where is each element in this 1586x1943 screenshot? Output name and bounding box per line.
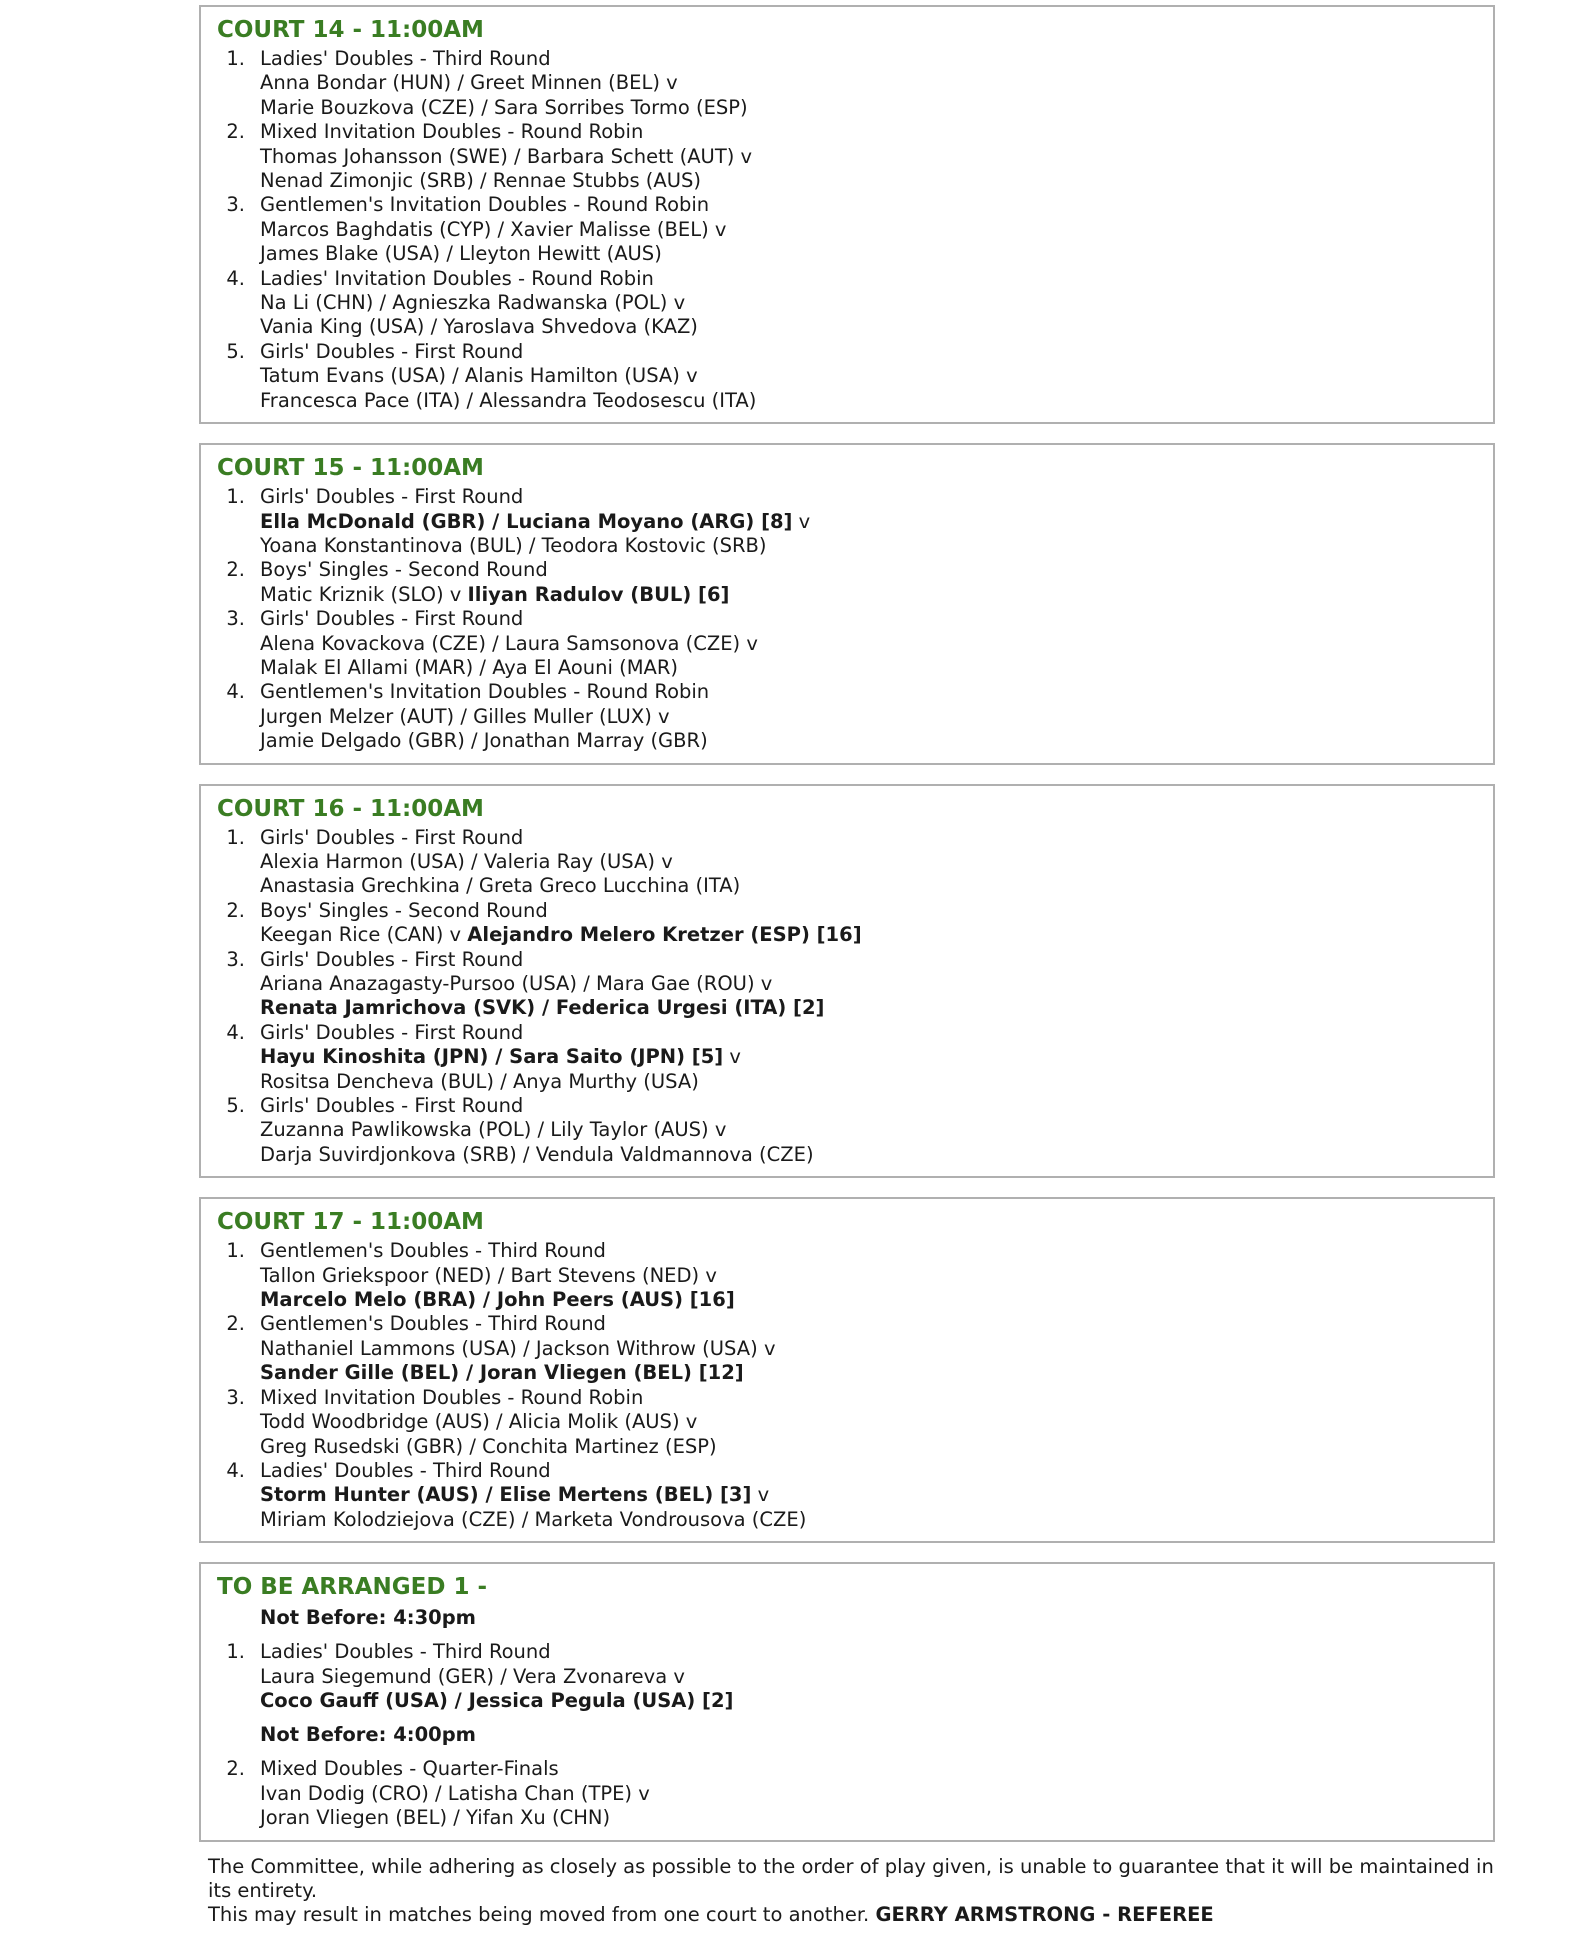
notice-text-2: This may result in matches being moved from one court to another. xyxy=(208,1903,870,1927)
versus-label: v xyxy=(714,217,727,241)
versus-label: v xyxy=(685,1410,698,1434)
match-item xyxy=(217,47,1475,120)
team-1: Jurgen Melzer (AUT) / Gilles Muller (LUX) xyxy=(260,704,652,728)
match-number: 1. xyxy=(226,1640,245,1664)
match-event: Mixed Invitation Doubles - Round Robin xyxy=(260,1385,644,1409)
match-item xyxy=(217,1640,1475,1713)
versus-label: v xyxy=(658,704,670,728)
referee-name: GERRY ARMSTRONG - REFEREE xyxy=(875,1903,1214,1927)
match-event: Girls' Doubles - First Round xyxy=(260,825,524,849)
team-1: Ella McDonald (GBR) / Luciana Moyano (ARG) [8] xyxy=(260,509,793,533)
team-2: Nenad Zimonjic (SRB) / Rennae Stubbs (AUS) xyxy=(260,169,702,193)
match-item xyxy=(217,607,1475,680)
match-number: 2. xyxy=(226,898,245,922)
team-2: Greg Rusedski (GBR) / Conchita Martinez (ESP) xyxy=(260,1434,717,1458)
match-event: Boys' Singles - Second Round xyxy=(260,558,548,582)
court-section xyxy=(199,784,1495,1179)
versus-label: v xyxy=(740,144,753,168)
match-number: 3. xyxy=(226,607,245,631)
court-title: COURT 16 - 11:00AM xyxy=(217,795,484,822)
versus-label: v xyxy=(746,631,758,655)
match-event: Boys' Singles - Second Round xyxy=(260,898,548,922)
team-2: James Blake (USA) / Lleyton Hewitt (AUS) xyxy=(260,242,662,266)
team-1: Laura Siegemund (GER) / Vera Zvonareva xyxy=(260,1664,668,1688)
match-number: 1. xyxy=(226,485,245,509)
team-2: Marie Bouzkova (CZE) / Sara Sorribes Tormo (ESP) xyxy=(260,95,748,119)
team-1: Keegan Rice (CAN) xyxy=(260,923,444,947)
match-number: 2. xyxy=(226,1312,245,1336)
match-item xyxy=(217,948,1475,1021)
match-number: 2. xyxy=(226,120,245,144)
team-2: Sander Gille (BEL) / Joran Vliegen (BEL) [12] xyxy=(260,1361,744,1385)
match-number: 4. xyxy=(226,266,245,290)
versus-label: v xyxy=(686,364,698,388)
match-event: Ladies' Doubles - Third Round xyxy=(260,1458,551,1482)
versus-label: v xyxy=(729,1045,741,1069)
match-event: Ladies' Doubles - Third Round xyxy=(260,1640,551,1664)
team-2: Vania King (USA) / Yaroslava Shvedova (KAZ) xyxy=(260,315,698,339)
team-2: Marcelo Melo (BRA) / John Peers (AUS) [16] xyxy=(260,1288,735,1312)
team-2: Francesca Pace (ITA) / Alessandra Teodosescu (ITA) xyxy=(260,388,757,412)
match-item xyxy=(217,485,1475,558)
match-event: Ladies' Doubles - Third Round xyxy=(260,47,551,70)
match-event: Mixed Doubles - Quarter-Finals xyxy=(260,1757,559,1781)
versus-label: v xyxy=(673,291,686,315)
match-item xyxy=(217,558,1475,607)
versus-label: v xyxy=(757,1483,770,1507)
team-1: Matic Kriznik (SLO) xyxy=(260,582,444,606)
team-1: Todd Woodbridge (AUS) / Alicia Molik (AUS) xyxy=(260,1410,680,1434)
team-1: Alexia Harmon (USA) / Valeria Ray (USA) xyxy=(260,849,655,873)
match-item xyxy=(217,193,1475,266)
not-before-time: Not Before: 4:30pm xyxy=(260,1606,477,1630)
match-event: Gentlemen's Invitation Doubles - Round Robin xyxy=(260,193,710,217)
match-item xyxy=(217,1757,1475,1830)
versus-label: v xyxy=(714,1118,727,1142)
versus-label: v xyxy=(760,972,773,995)
match-item xyxy=(217,1021,1475,1094)
team-2: Malak El Allami (MAR) / Aya El Aouni (MAR) xyxy=(260,655,679,679)
versus-label: v xyxy=(449,923,462,947)
court-title: COURT 17 - 11:00AM xyxy=(217,1209,484,1236)
match-item xyxy=(217,1312,1475,1385)
match-event: Ladies' Invitation Doubles - Round Robin xyxy=(260,266,654,290)
match-number: 3. xyxy=(226,947,245,971)
team-1: Tatum Evans (USA) / Alanis Hamilton (USA) xyxy=(260,364,680,388)
match-event: Girls' Doubles - First Round xyxy=(260,1094,524,1118)
versus-label: v xyxy=(763,1336,776,1360)
match-item xyxy=(217,340,1475,413)
match-item xyxy=(217,1459,1475,1532)
match-number: 5. xyxy=(226,1094,245,1118)
order-of-play xyxy=(199,5,1495,1928)
committee-notice xyxy=(199,1855,1495,1928)
match-number: 4. xyxy=(226,1458,245,1482)
court-section xyxy=(199,443,1495,764)
match-event: Girls' Doubles - First Round xyxy=(260,607,524,631)
match-event: Mixed Invitation Doubles - Round Robin xyxy=(260,120,644,144)
match-item xyxy=(217,680,1475,753)
team-1: Marcos Baghdatis (CYP) / Xavier Malisse (BEL) xyxy=(260,217,709,241)
team-2: Darja Suvirdjonkova (SRB) / Vendula Valdmannova (CZE) xyxy=(260,1142,814,1166)
match-event: Girls' Doubles - First Round xyxy=(260,1020,524,1044)
team-1: Nathaniel Lammons (USA) / Jackson Withrow (USA) xyxy=(260,1336,758,1360)
match-event: Girls' Doubles - First Round xyxy=(260,947,524,971)
team-1: Hayu Kinoshita (JPN) / Sara Saito (JPN) [5] xyxy=(260,1045,724,1069)
match-number: 3. xyxy=(226,193,245,217)
match-number: 5. xyxy=(226,339,245,363)
court-section xyxy=(199,1562,1495,1841)
match-event: Girls' Doubles - First Round xyxy=(260,339,524,363)
versus-label: v xyxy=(673,1664,685,1688)
team-1: Ariana Anazagasty-Pursoo (USA) / Mara Gae (ROU) xyxy=(260,972,755,995)
court-section xyxy=(199,5,1495,424)
team-1: Zuzanna Pawlikowska (POL) / Lily Taylor (AUS) xyxy=(260,1118,709,1142)
team-2: Yoana Konstantinova (BUL) / Teodora Kostovic (SRB) xyxy=(260,533,767,557)
team-2: Iliyan Radulov (BUL) [6] xyxy=(467,582,730,606)
team-2: Coco Gauff (USA) / Jessica Pegula (USA) [2] xyxy=(260,1688,734,1712)
match-item xyxy=(217,1386,1475,1459)
match-item xyxy=(217,899,1475,948)
match-item xyxy=(217,120,1475,193)
versus-label: v xyxy=(705,1263,717,1287)
team-1: Anna Bondar (HUN) / Greet Minnen (BEL) xyxy=(260,71,660,95)
team-2: Joran Vliegen (BEL) / Yifan Xu (CHN) xyxy=(260,1806,611,1830)
team-1: Ivan Dodig (CRO) / Latisha Chan (TPE) xyxy=(260,1781,633,1805)
not-before-time: Not Before: 4:00pm xyxy=(260,1723,477,1747)
team-2: Anastasia Grechkina / Greta Greco Lucchina (ITA) xyxy=(260,874,741,898)
match-item xyxy=(217,267,1475,340)
court-title: TO BE ARRANGED 1 - xyxy=(217,1574,488,1601)
match-number: 1. xyxy=(226,825,245,849)
match-event: Gentlemen's Doubles - Third Round xyxy=(260,1239,606,1263)
court-title: COURT 15 - 11:00AM xyxy=(217,455,484,482)
match-number: 2. xyxy=(226,558,245,582)
versus-label: v xyxy=(798,509,811,533)
team-1: Alena Kovackova (CZE) / Laura Samsonova (CZE) xyxy=(260,631,741,655)
court-section xyxy=(199,1197,1495,1543)
team-2: Miriam Kolodziejova (CZE) / Marketa Vondrousova (CZE) xyxy=(260,1507,807,1531)
team-1: Na Li (CHN) / Agnieszka Radwanska (POL) xyxy=(260,291,668,315)
versus-label: v xyxy=(449,582,462,606)
match-number: 3. xyxy=(226,1385,245,1409)
match-number: 1. xyxy=(226,1239,245,1263)
court-title: COURT 14 - 11:00AM xyxy=(217,17,484,43)
match-item xyxy=(217,1239,1475,1312)
versus-label: v xyxy=(661,849,673,873)
match-event: Gentlemen's Doubles - Third Round xyxy=(260,1312,606,1336)
notice-line-2 xyxy=(208,1903,1495,1927)
team-2: Rositsa Dencheva (BUL) / Anya Murthy (USA) xyxy=(260,1069,699,1093)
team-2: Renata Jamrichova (SVK) / Federica Urgesi (ITA) [2] xyxy=(260,996,825,1020)
team-1: Storm Hunter (AUS) / Elise Mertens (BEL) [3] xyxy=(260,1483,752,1507)
notice-text: The Committee, while adhering as closely as possible to the order of play given, is unable to guarantee that it will be maintained in its entirety. xyxy=(208,1854,1494,1902)
match-event: Girls' Doubles - First Round xyxy=(260,485,524,509)
versus-label: v xyxy=(638,1781,650,1805)
versus-label: v xyxy=(666,71,678,95)
team-2: Alejandro Melero Kretzer (ESP) [16] xyxy=(467,923,862,947)
match-number: 4. xyxy=(226,680,245,704)
team-1: Thomas Johansson (SWE) / Barbara Schett (AUT) xyxy=(260,144,735,168)
match-item xyxy=(217,826,1475,899)
match-event: Gentlemen's Invitation Doubles - Round Robin xyxy=(260,680,710,704)
match-number: 4. xyxy=(226,1020,245,1044)
match-number: 2. xyxy=(226,1757,245,1781)
team-1: Tallon Griekspoor (NED) / Bart Stevens (NED) xyxy=(260,1263,700,1287)
match-number: 1. xyxy=(226,47,245,70)
match-item xyxy=(217,1094,1475,1167)
team-2: Jamie Delgado (GBR) / Jonathan Marray (GBR) xyxy=(260,729,708,753)
